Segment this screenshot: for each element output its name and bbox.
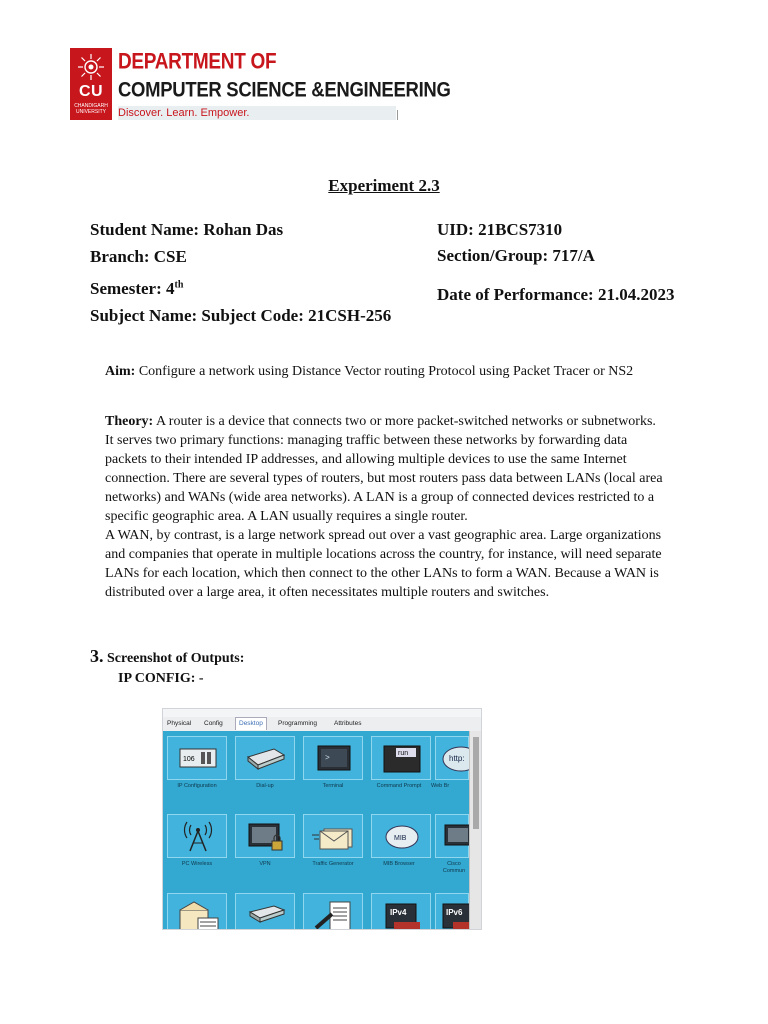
- tab-bar: [163, 718, 482, 730]
- cu-logo-mark: [70, 48, 112, 120]
- tab-desktop[interactable]: Desktop: [235, 717, 267, 730]
- mib-browser-label: MIB Browser: [383, 861, 415, 867]
- web-browser-label: Web Br: [431, 783, 450, 789]
- modem-icon: [244, 743, 288, 775]
- terminal-label: Terminal: [322, 783, 344, 789]
- window-title-strip: [163, 709, 482, 717]
- vpn-monitor-icon: [244, 821, 288, 853]
- date-of-performance: Date of Performance: 21.04.2023: [437, 285, 675, 304]
- aim-text: Configure a network using Distance Vector routing Protocol using Packet Tracer or NS2: [135, 364, 634, 379]
- tab-physical[interactable]: Physical: [167, 720, 192, 727]
- command-prompt-label: Command Prompt: [376, 783, 422, 789]
- cisco-communicator-tile[interactable]: [435, 814, 469, 858]
- theory-text-1: A router is a device that connects two or more packet-switched networks or subnetworks. It serves two primary functions: managing traffic between these networks by forwarding data packets to their intended IP addresses, and allowing multiple devices to use the same Internet connection. There are several types of routers, but most routers pass data between LANs (local area networks) and WANs (wide area networks). A LAN is a group of connected devices restricted to a specific geographic area. A LAN usually requires a single router.: [105, 414, 663, 524]
- mib-icon-text: MIB: [394, 835, 407, 842]
- web-browser-tile[interactable]: [435, 736, 469, 780]
- text-editor-icon: [312, 900, 356, 930]
- department-logo: [70, 46, 451, 122]
- experiment-title: Experiment 2.3: [328, 176, 440, 195]
- branch: Branch: CSE: [90, 247, 187, 266]
- ipv4-firewall-tile[interactable]: [371, 893, 431, 930]
- command-prompt-icon: [380, 743, 424, 775]
- section-group: Section/Group: 717/A: [437, 246, 595, 265]
- mib-browser-tile[interactable]: [371, 814, 431, 858]
- command-prompt-tile[interactable]: [371, 736, 431, 780]
- department-title-line1: DEPARTMENT OF: [118, 50, 277, 75]
- sun-emblem-icon: [77, 53, 105, 81]
- semester-suffix: th: [174, 279, 184, 291]
- ipv4-icon-text: IPv4: [390, 908, 407, 917]
- ppp-dialer-icon: [244, 900, 288, 930]
- semester: [90, 279, 183, 299]
- scrollbar-thumb[interactable]: [473, 737, 479, 829]
- ipv4-firewall-icon: [380, 900, 424, 930]
- semester-value: Semester: 4: [90, 279, 175, 298]
- mib-browser-icon: [380, 821, 424, 853]
- ppp-dialer-tile[interactable]: [235, 893, 295, 930]
- vpn-label: VPN: [259, 861, 271, 867]
- text-editor-tile[interactable]: [303, 893, 363, 930]
- dial-up-label: Dial-up: [256, 783, 274, 789]
- theory-label: Theory:: [105, 414, 154, 429]
- tagline: Discover. Learn. Empower.: [118, 106, 396, 120]
- terminal-icon: [312, 743, 356, 775]
- packet-tracer-screenshot: [162, 708, 482, 930]
- pc-wireless-tile[interactable]: [167, 814, 227, 858]
- ipv6-icon-text: IPv6: [446, 908, 463, 917]
- dial-up-tile[interactable]: [235, 736, 295, 780]
- traffic-generator-label: Traffic Generator: [312, 861, 354, 867]
- pc-wireless-label: PC Wireless: [181, 861, 213, 867]
- aim-label: Aim:: [105, 364, 136, 379]
- ip-configuration-tile[interactable]: [167, 736, 227, 780]
- uid: UID: 21BCS7310: [437, 220, 563, 239]
- divider-mark: [397, 110, 398, 120]
- section-heading: [90, 646, 244, 667]
- traffic-generator-tile[interactable]: [303, 814, 363, 858]
- vertical-scrollbar[interactable]: [469, 731, 482, 930]
- tab-programming[interactable]: Programming: [278, 720, 318, 727]
- web-icon-text: http:: [449, 754, 465, 763]
- department-title-line2: COMPUTER SCIENCE &ENGINEERING: [118, 77, 451, 102]
- logo-university-text: CHANDIGARH UNIVERSITY: [74, 103, 108, 115]
- subject: Subject Name: Subject Code: 21CSH-256: [90, 306, 392, 325]
- section-title: Screenshot of Outputs:: [107, 651, 245, 666]
- theory-section: [105, 412, 665, 602]
- ip-configuration-icon: [176, 743, 220, 775]
- ip-configuration-label: IP Configuration: [177, 783, 217, 789]
- wireless-antenna-icon: [176, 821, 220, 853]
- terminal-tile[interactable]: [303, 736, 363, 780]
- theory-paragraph-1: [105, 412, 665, 526]
- svg-text:>: >: [325, 754, 330, 763]
- email-tile[interactable]: [167, 893, 227, 930]
- theory-paragraph-2: A WAN, by contrast, is a large network spread out over a vast geographic area. Large organizations and companies that operate in multiple locations across the country, for instance, will need separate LANs for each location, which then connect to the other LANs to form a WAN. Because a WAN is distributed over a large area, it often necessitates multiple routers and switches.: [105, 528, 662, 600]
- ipv6-firewall-tile[interactable]: [435, 893, 469, 930]
- email-icon: [176, 900, 220, 930]
- aim-paragraph: [105, 358, 665, 385]
- desktop-apps-pane: [163, 731, 469, 930]
- tab-config[interactable]: Config: [204, 720, 223, 727]
- tab-attributes[interactable]: Attributes: [334, 720, 362, 727]
- logo-cu-text: CU: [78, 83, 104, 100]
- ip-config-heading: IP CONFIG: -: [118, 671, 204, 686]
- cmd-icon-text: run: [398, 750, 409, 757]
- section-number: 3.: [90, 646, 104, 666]
- ip-icon-text: 106: [183, 756, 195, 763]
- student-name: Student Name: Rohan Das: [90, 220, 284, 239]
- cisco-communicator-label: Cisco Commun: [442, 861, 466, 874]
- vpn-tile[interactable]: [235, 814, 295, 858]
- traffic-generator-icon: [312, 821, 356, 853]
